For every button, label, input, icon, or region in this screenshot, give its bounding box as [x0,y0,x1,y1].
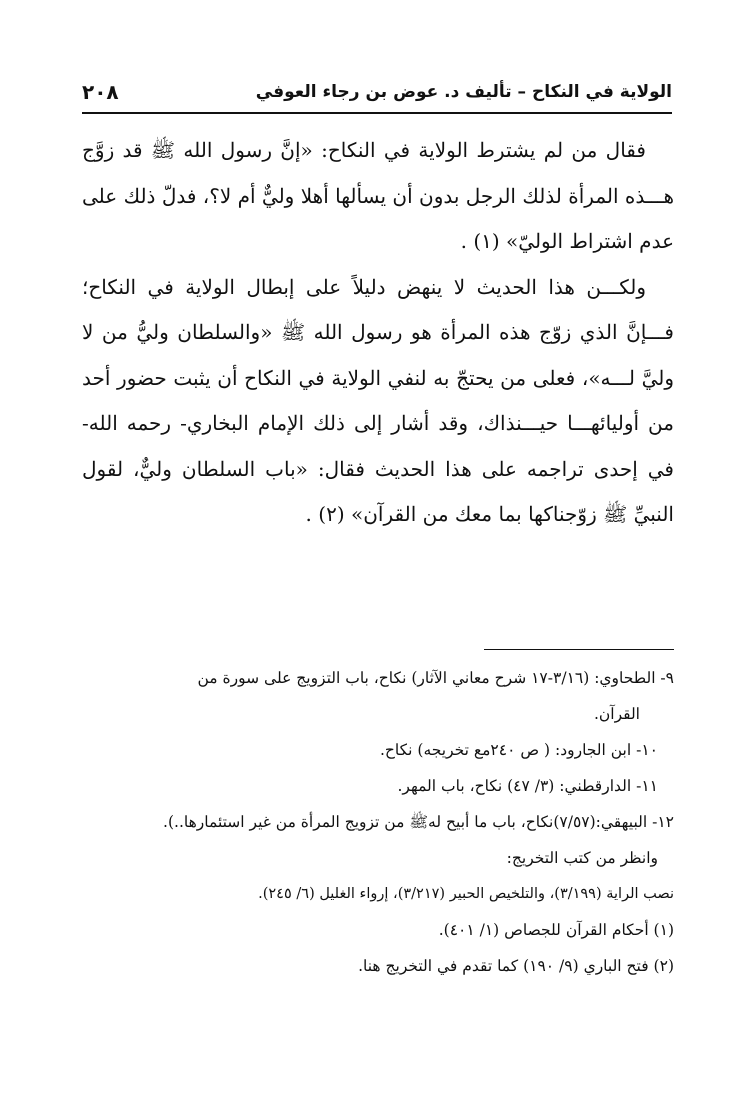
footnote-12: ١٢- البيهقي:(٧/٥٧)نكاح، باب ما أبيح لهﷺ من تزويج المرأة من غير استئمارها..). [163,813,674,831]
footnote-11: ١١- الدارقطني: (٣/ ٤٧) نكاح، باب المهر. [397,777,658,795]
footnote-9-continued: القرآن. [593,705,640,723]
paragraph-2: ولكـــن هذا الحديث لا ينهض دليلاً على إبطال الولاية في النكاح؛ فـــإنَّ الذي زوّج هذه المرأة هو رسول الله ﷺ «والسلطان وليُّ من لا وليَّ لـــه»، فعلى من يحتجّ به لنفي الولاية في النكاح أن يثبت حضور أحد من أوليائهـــا حيـــنذاك، وقد أشار إلى ذلك الإمام البخاري- رحمه الله- في إحدى تراجمه على هذا الحديث فقال: «باب السلطان وليٌّ، لقول النبيِّ ﷺ زوّجناكها بما معك من القرآن» (٢) . [82,274,674,526]
header-title: الولاية في النكاح – تأليف د. عوض بن رجاء العوفي [255,82,672,102]
main-text [82,128,674,538]
page-number: ٢٠٨ [82,80,119,104]
footnote-2: (٢) فتح الباري (٩/ ١٩٠) كما تقدم في التخريج هنا. [358,957,674,975]
see-also-note: وانظر من كتب التخريج: [506,849,658,867]
footnote-9: ٩- الطحاوي: (٣/١٦-١٧ شرح معاني الآثار) نكاح، باب التزويج على سورة من [197,669,674,687]
footnotes [82,660,674,984]
footnote-separator [484,649,674,650]
footnote-1: (١) أحكام القرآن للجصاص (١/ ٤٠١). [438,921,674,939]
header-rule [82,112,672,114]
footnote-10: ١٠- ابن الجارود: ( ص ٢٤٠مع تخريجه) نكاح. [379,741,658,759]
running-header [82,82,672,110]
sources-note: نصب الراية (٣/١٩٩)، والتلخيص الحبير (٣/٢١٧)، إرواء الغليل (٦/ ٢٤٥). [258,886,674,902]
paragraph-1: فقال من لم يشترط الولاية في النكاح: «إنَّ رسول الله ﷺ قد زوَّج هـــذه المرأة لذلك الرجل بدون أن يسألها أهلا وليٌّ أم لا؟، فدلّ ذلك على عدم اشتراط الوليّ» (١) . [82,138,674,253]
